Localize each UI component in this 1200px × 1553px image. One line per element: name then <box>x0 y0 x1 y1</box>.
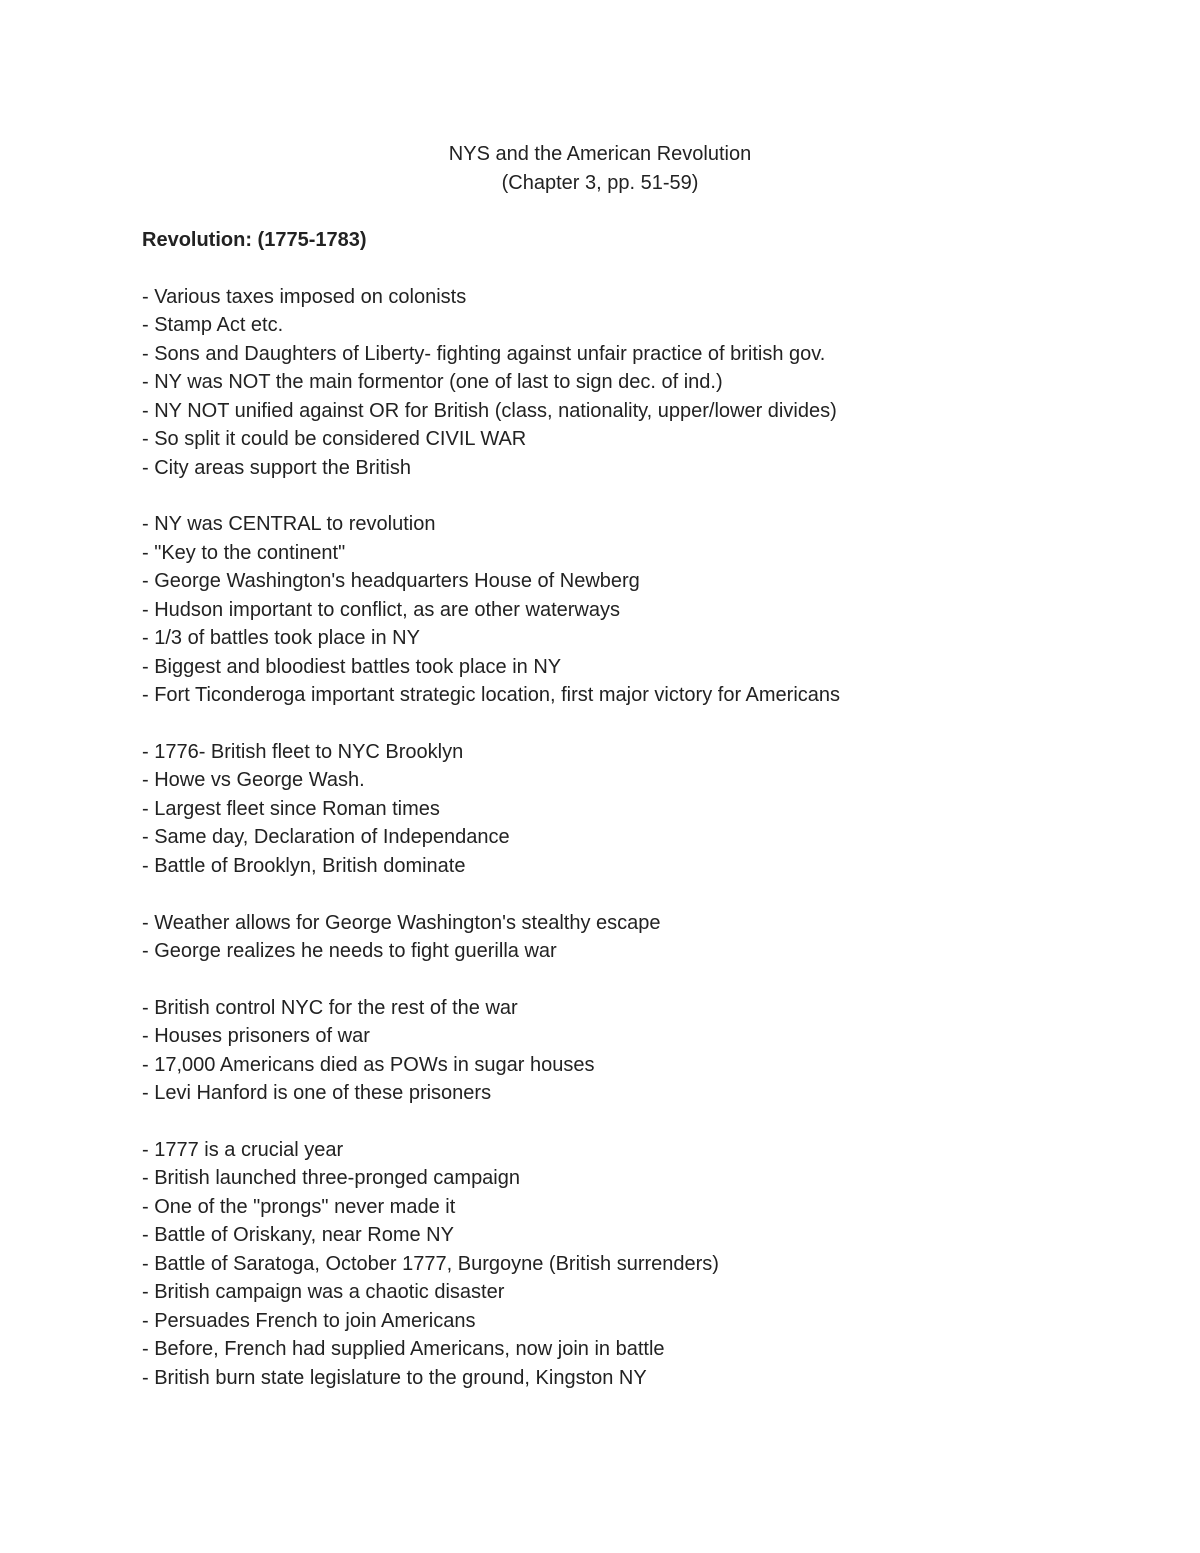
bullet-line: - So split it could be considered CIVIL WAR <box>142 428 527 451</box>
bullet-line: - Largest fleet since Roman times <box>142 797 440 820</box>
notes-body <box>142 226 1142 1392</box>
bullet-line: - NY was CENTRAL to revolution <box>142 513 436 536</box>
bullet-line: - British burn state legislature to the ground, Kingston NY <box>142 1366 647 1389</box>
bullet-line: - NY NOT unified against OR for British (class, nationality, upper/lower divides) <box>142 399 837 422</box>
bullet-group <box>142 1136 1142 1392</box>
bullet-group <box>142 510 1142 709</box>
bullet-line: - Levi Hanford is one of these prisoners <box>142 1082 492 1105</box>
bullet-line: - British campaign was a chaotic disaster <box>142 1281 505 1304</box>
bullet-line: - City areas support the British <box>142 456 411 479</box>
group-spacer <box>142 254 1142 282</box>
bullet-group <box>142 994 1142 1108</box>
title-block <box>0 140 1200 197</box>
bullet-line: - Weather allows for George Washington's stealthy escape <box>142 911 661 934</box>
group-spacer <box>142 709 1142 737</box>
bullet-line: - Howe vs George Wash. <box>142 769 365 792</box>
bullet-line: - Sons and Daughters of Liberty- fighting against unfair practice of british gov. <box>142 342 826 365</box>
bullet-line: - Hudson important to conflict, as are other waterways <box>142 598 620 621</box>
bullet-group <box>142 738 1142 880</box>
bullet-line: - 17,000 Americans died as POWs in sugar houses <box>142 1053 595 1076</box>
bullet-line: - Fort Ticonderoga important strategic location, first major victory for Americans <box>142 684 841 706</box>
bullet-line: - 1777 is a crucial year <box>142 1139 344 1161</box>
bullet-line: - Biggest and bloodiest battles took place in NY <box>142 655 562 678</box>
bullet-line: - Persuades French to join Americans <box>142 1309 476 1332</box>
bullet-line: - 1776- British fleet to NYC Brooklyn <box>142 740 464 763</box>
section-heading: Revolution: (1775-1783) <box>142 229 367 251</box>
document-subtitle: (Chapter 3, pp. 51-59) <box>501 171 699 194</box>
bullet-line: - George realizes he needs to fight guerilla war <box>142 939 557 962</box>
group-spacer <box>142 965 1142 993</box>
bullet-group <box>142 909 1142 966</box>
document-title: NYS and the American Revolution <box>448 143 752 165</box>
bullet-group <box>142 283 1142 482</box>
bullet-line: - British control NYC for the rest of the war <box>142 996 518 1019</box>
bullet-line: - Battle of Saratoga, October 1777, Burgoyne (British surrenders) <box>142 1252 719 1275</box>
bullet-line: - Battle of Oriskany, near Rome NY <box>142 1224 454 1247</box>
bullet-line: - Same day, Declaration of Independance <box>142 826 510 849</box>
bullet-line: - Battle of Brooklyn, British dominate <box>142 854 466 877</box>
bullet-line: - Stamp Act etc. <box>142 314 284 337</box>
bullet-line: - Houses prisoners of war <box>142 1025 370 1048</box>
bullet-line: - "Key to the continent" <box>142 541 346 564</box>
bullet-line: - NY was NOT the main formentor (one of last to sign dec. of ind.) <box>142 371 723 394</box>
bullet-line: - One of the "prongs" never made it <box>142 1195 456 1218</box>
bullet-line: - Various taxes imposed on colonists <box>142 285 467 308</box>
group-spacer <box>142 1108 1142 1136</box>
bullet-line: - Before, French had supplied Americans, now join in battle <box>142 1338 665 1361</box>
bullet-line: - 1/3 of battles took place in NY <box>142 627 420 650</box>
group-spacer <box>142 880 1142 908</box>
bullet-line: - George Washington's headquarters House of Newberg <box>142 570 640 593</box>
bullet-line: - British launched three-pronged campaign <box>142 1167 520 1190</box>
group-spacer <box>142 482 1142 510</box>
